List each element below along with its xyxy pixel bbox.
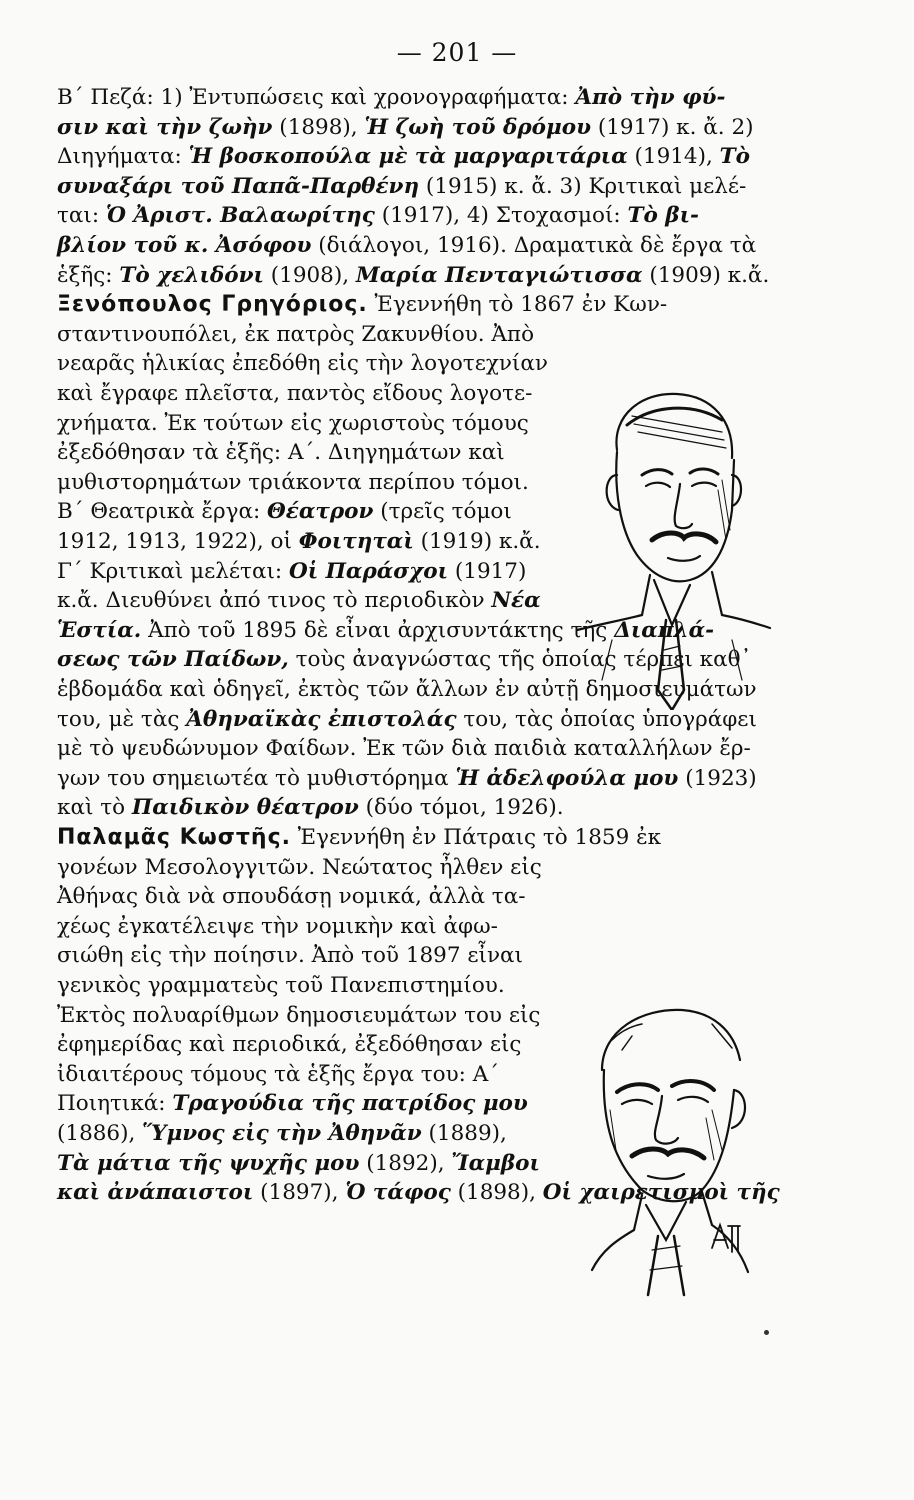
work-title: σεως τῶν Παίδων, xyxy=(57,647,289,673)
work-title: Τὸ χελιδόνι xyxy=(119,262,264,288)
text-span: (δύο τόμοι, 1926). xyxy=(358,795,564,821)
work-title: Διαπλά- xyxy=(614,617,715,643)
text-span: σταντινουπόλει, ἐκ πατρὸς Ζακυνθίου. Ἀπὸ xyxy=(57,321,535,347)
text-span: Γ΄ Κριτικαὶ μελέται: xyxy=(57,558,289,584)
text-line xyxy=(57,114,754,142)
text-span: (1917) κ. ἄ. 2) xyxy=(591,114,754,140)
text-span: (διάλογοι, 1916). Δραματικὰ δὲ ἔργα τὰ xyxy=(311,233,757,258)
work-title: βλίον τοῦ κ. Ἀσόφου xyxy=(57,233,312,258)
text-span: (1892), xyxy=(359,1150,452,1176)
entry-heading: Παλαμᾶς Κωστῆς. xyxy=(57,825,291,850)
text-span: (τρεῖς τόμοι xyxy=(373,499,512,525)
text-span: (1886), xyxy=(57,1121,143,1146)
text-line xyxy=(57,321,534,349)
text-line xyxy=(57,1061,499,1089)
text-line xyxy=(57,498,512,526)
text-span: ἑβδομάδα καὶ ὁδηγεῖ, ἐκτὸς τῶν ἄλλων ἐν αὐτῇ δημοσιευμάτων xyxy=(57,677,757,702)
text-span: ἑξῆς: xyxy=(57,262,120,288)
text-span: (1917) xyxy=(448,558,527,584)
text-span: (1898), xyxy=(450,1180,543,1206)
text-line xyxy=(57,262,769,290)
text-line xyxy=(57,528,541,556)
text-span: γονέων Μεσολογγιτῶν. Νεώτατος ἦλθεν εἰς xyxy=(57,854,542,880)
text-line xyxy=(57,824,661,852)
work-title: Τὸ βι- xyxy=(627,203,699,229)
palamas-portrait xyxy=(562,1000,782,1300)
text-line xyxy=(57,883,526,911)
text-line xyxy=(57,291,667,319)
text-span: 1912, 1913, 1922), οἱ xyxy=(57,529,299,554)
text-span: Β΄ Θεατρικὰ ἔργα: xyxy=(57,499,268,525)
work-title: Ἑστία. xyxy=(57,617,142,643)
text-span: Διηγήματα: xyxy=(57,144,189,170)
text-line xyxy=(57,1150,540,1178)
text-span: Ἐγεννήθη ἐν Πάτραις τὸ 1859 ἐκ xyxy=(290,825,662,850)
text-line xyxy=(57,587,541,615)
text-line xyxy=(57,469,529,497)
text-span: ται: xyxy=(57,203,106,229)
text-line xyxy=(57,913,498,941)
text-line xyxy=(57,143,750,171)
text-span: νεαρᾶς ἡλικίας ἐπεδόθη εἰς τὴν λογοτεχνίαν xyxy=(57,351,548,377)
ink-speck xyxy=(764,1330,769,1335)
text-span: ἰδιαιτέρους τόμους τὰ ἑξῆς ἔργα του: Α΄ xyxy=(57,1061,500,1087)
text-span: του, μὲ τὰς xyxy=(57,706,187,732)
text-span: καὶ τὸ xyxy=(57,795,132,821)
xenopoulos-portrait xyxy=(572,380,772,710)
work-title: Ἡ ἀδελφούλα μου xyxy=(455,765,679,791)
work-title: Ἀπὸ τὴν φύ- xyxy=(575,85,726,110)
text-span: Β΄ Πεζά: 1) Ἐντυπώσεις καὶ χρονογραφήματα: xyxy=(57,85,576,110)
work-title: Ὁ τάφος xyxy=(345,1180,451,1206)
text-span: τοὺς ἀναγνώστας τῆς ὁποίας τέρπει καθ᾽ xyxy=(288,647,752,673)
work-title: συναξάρι τοῦ Παπᾶ-Παρθένη xyxy=(57,173,420,199)
text-span: κ.ἄ. Διευθύνει ἀπό τινος τὸ περιοδικὸν xyxy=(57,588,492,614)
work-title: Οἱ χαιρετισμοὶ τῆς xyxy=(542,1180,780,1206)
text-line xyxy=(57,202,699,230)
text-span: μὲ τὸ ψευδώνυμον Φαίδων. Ἐκ τῶν διὰ παιδιὰ καταλλήλων ἔρ- xyxy=(57,736,751,762)
text-line xyxy=(57,1002,540,1030)
text-span: (1897), xyxy=(253,1180,346,1206)
text-span: ἐξεδόθησαν τὰ ἑξῆς: Α΄. Διηγημάτων καὶ xyxy=(57,440,505,466)
text-span: (1915) κ. ἄ. 3) Κριτικαὶ μελέ- xyxy=(419,173,747,199)
text-span: (1889), xyxy=(421,1121,507,1146)
work-title: Ἡ βοσκοπούλα μὲ τὰ μαργαριτάρια xyxy=(188,144,628,170)
text-span: ἐφημερίδας καὶ περιοδικά, ἐξεδόθησαν εἰς xyxy=(57,1032,522,1058)
text-span: Ἐκτὸς πολυαρίθμων δημοσιευμάτων του εἰς xyxy=(57,1002,541,1028)
text-line xyxy=(57,439,505,467)
text-span: (1923) xyxy=(678,765,757,791)
work-title: Θέατρον xyxy=(267,499,374,525)
text-span: (1898), xyxy=(272,114,365,140)
text-line xyxy=(57,350,548,378)
text-span: γενικὸς γραμματεὺς τοῦ Πανεπιστημίου. xyxy=(57,973,505,998)
work-title: Τὰ μάτια τῆς ψυχῆς μου xyxy=(57,1150,360,1176)
text-span: (1909) κ.ἄ. xyxy=(642,262,770,288)
text-span: Ἐγεννήθη τὸ 1867 ἐν Κων- xyxy=(367,292,668,318)
text-span: χνήματα. Ἐκ τούτων εἰς χωριστοὺς τόμους xyxy=(57,410,529,436)
text-line xyxy=(57,794,564,822)
text-line xyxy=(57,232,756,260)
work-title: Παιδικὸν θέατρον xyxy=(131,795,359,821)
text-line xyxy=(57,558,526,586)
text-line xyxy=(57,735,751,763)
text-span: του, τὰς ὁποίας ὑπογράφει xyxy=(456,706,757,732)
work-title: Ἴαμβοι xyxy=(451,1150,540,1176)
page-number: — 201 — xyxy=(396,38,518,67)
text-line xyxy=(57,854,542,882)
text-line xyxy=(57,84,725,112)
text-span: Ποιητικά: xyxy=(57,1091,173,1117)
text-span: Ἀπὸ τοῦ 1895 δὲ εἶναι ἀρχισυντάκτης τῆς xyxy=(141,617,615,643)
work-title: Ἀθηναϊκὰς ἐπιστολάς xyxy=(186,706,457,732)
text-span: (1917), 4) Στοχασμοί: xyxy=(374,203,628,229)
text-line xyxy=(57,942,523,970)
text-span: μυθιστορημάτων τριάκοντα περίπου τόμοι. xyxy=(57,469,529,495)
work-title: σιν καὶ τὴν ζωὴν xyxy=(57,114,273,140)
work-title: Ὁ Ἀριστ. Βαλαωρίτης xyxy=(105,203,375,229)
text-span: (1914), xyxy=(627,144,720,170)
work-title: Οἱ Παράσχοι xyxy=(288,558,449,584)
work-title: Μαρία Πενταγιώτισσα xyxy=(355,262,643,288)
text-span: σιώθη εἰς τὴν ποίησιν. Ἀπὸ τοῦ 1897 εἶναι xyxy=(57,943,523,969)
text-line xyxy=(57,173,746,201)
text-span: χέως ἐγκατέλειψε τὴν νομικὴν καὶ ἀφω- xyxy=(57,913,498,939)
text-line xyxy=(57,765,757,793)
text-line xyxy=(57,972,505,1000)
work-title: Τὸ xyxy=(719,144,751,170)
entry-heading: Ξενόπουλος Γρηγόριος. xyxy=(57,292,368,318)
text-span: καὶ ἔγραφε πλεῖστα, παντὸς εἴδους λογοτε- xyxy=(57,381,533,406)
work-title: Φοιτηταὶ xyxy=(298,529,414,554)
text-span: γων του σημειωτέα τὸ μυθιστόρημα xyxy=(57,765,456,791)
text-span: Ἀθήνας διὰ νὰ σπουδάσῃ νομικά, ἀλλὰ τα- xyxy=(57,884,526,910)
text-span: (1908), xyxy=(263,262,356,288)
text-line xyxy=(57,380,532,408)
text-line xyxy=(57,1031,521,1059)
work-title: Ἡ ζωὴ τοῦ δρόμου xyxy=(364,114,591,140)
text-line xyxy=(57,1090,528,1118)
text-span: (1919) κ.ἄ. xyxy=(413,529,541,554)
text-line xyxy=(57,410,529,438)
work-title: Ὕμνος εἰς τὴν Ἀθηνᾶν xyxy=(142,1121,422,1146)
work-title: Τραγούδια τῆς πατρίδος μου xyxy=(172,1091,528,1117)
text-line xyxy=(57,1120,507,1148)
work-title: Νέα xyxy=(491,588,541,614)
work-title: καὶ ἀνάπαιστοι xyxy=(57,1180,254,1206)
